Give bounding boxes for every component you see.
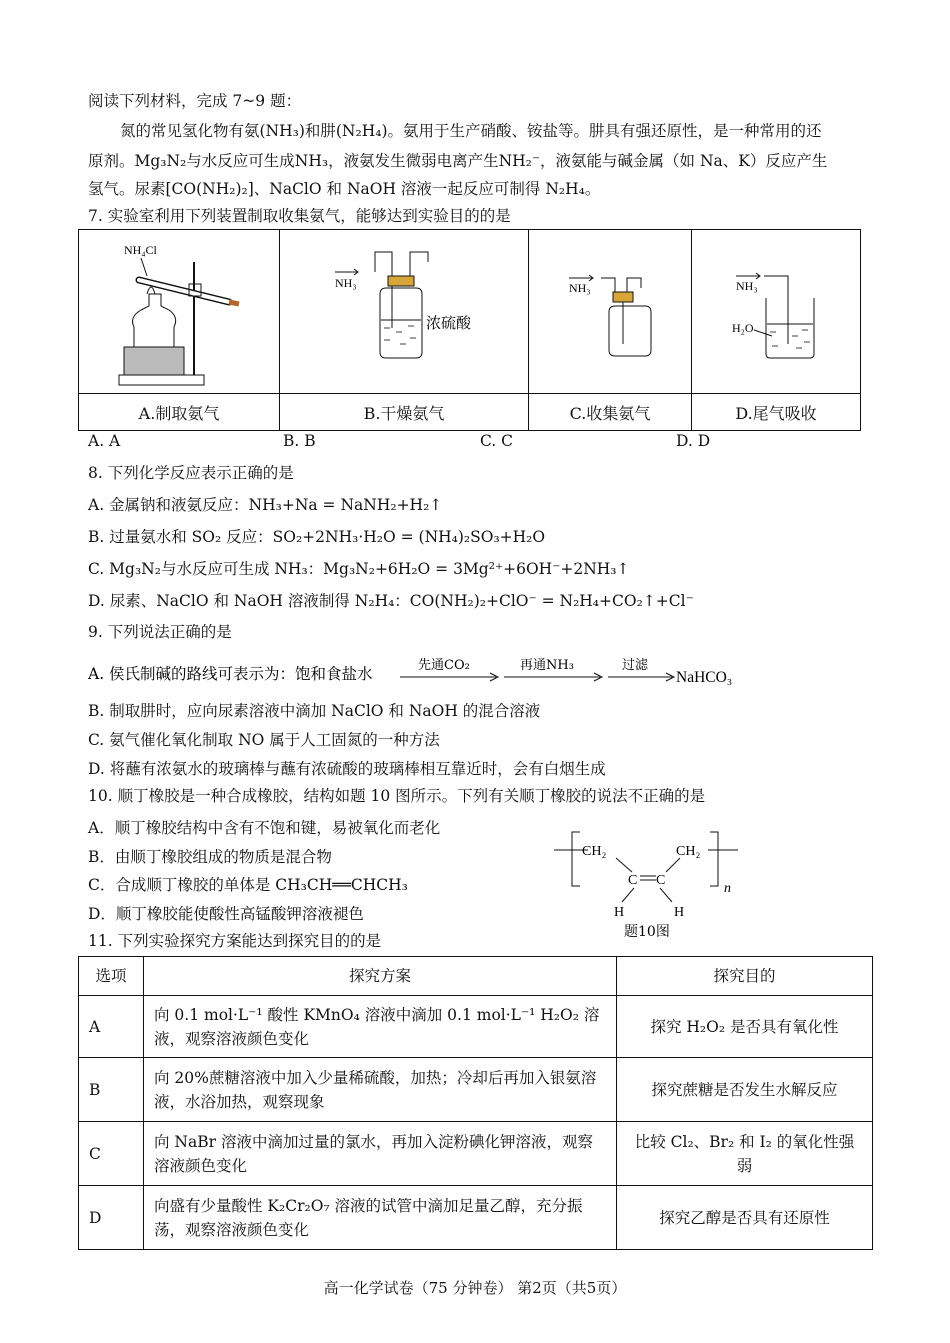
row-plan: 向 0.1 mol·L⁻¹ 酸性 KMnO₄ 溶液中滴加 0.1 mol·L⁻¹ H₂O₂ 溶液，观察溶液颜色变化 (144, 996, 617, 1058)
row-plan: 向盛有少量酸性 K₂Cr₂O₇ 溶液的试管中滴加足量乙醇，充分振荡，观察溶液颜色变化 (144, 1186, 617, 1250)
header-goal: 探究目的 (617, 957, 873, 996)
cis-polybutadiene-structure (552, 826, 752, 942)
carbon-left-label: C (628, 873, 638, 888)
material-line-3: 氢气。尿素[CO(NH₂)₂]、NaClO 和 NaOH 溶液一起反应可制得 N₂H₄。 (88, 180, 601, 198)
row-goal: 探究蔗糖是否发生水解反应 (617, 1058, 873, 1122)
row-option: A (79, 996, 144, 1058)
q8-option-c: C. Mg₃N₂与水反应可生成 NH₃：Mg₃N₂+6H₂O = 3Mg²⁺+6OH⁻+2NH₃↑ (88, 560, 630, 578)
q10-option-d: D．顺丁橡胶能使酸性高锰酸钾溶液褪色 (88, 905, 364, 923)
ch2-right-label: CH₂ (676, 844, 701, 859)
apparatus-a-cell (79, 230, 280, 394)
hydrogen-right-label: H (674, 905, 685, 920)
q9-option-d: D. 将蘸有浓氨水的玻璃棒与蘸有浓硫酸的玻璃棒相互靠近时，会有白烟生成 (88, 760, 606, 778)
caption-b: B.干燥氨气 (280, 394, 529, 431)
h2o-label: H₂O (732, 320, 754, 335)
gas-collecting-bottle-figure (529, 232, 691, 392)
apparatus-c-cell (529, 230, 692, 394)
nh4cl-label: NH₄Cl (124, 242, 157, 257)
q7-stem: 7. 实验室利用下列装置制取收集氨气，能够达到实验目的的是 (88, 207, 511, 225)
q7-option-a: A. A (88, 432, 121, 450)
q9-option-b: B. 制取肼时，应向尿素溶液中滴加 NaClO 和 NaOH 的混合溶液 (88, 702, 541, 720)
ch2-left-label: CH₂ (582, 844, 607, 859)
route-product: NaHCO₃ (676, 669, 733, 686)
q11-stem: 11. 下列实验探究方案能达到探究目的的是 (88, 932, 382, 950)
nh3-label-b: NH₃ (335, 275, 357, 290)
q8-option-b: B. 过量氨水和 SO₂ 反应：SO₂+2NH₃·H₂O = (NH₄)₂SO₃+H₂O (88, 528, 546, 546)
header-option: 选项 (79, 957, 144, 996)
q9-stem: 9. 下列说法正确的是 (88, 623, 232, 641)
row-goal: 探究 H₂O₂ 是否具有氧化性 (617, 996, 873, 1058)
route-prefix: A. 侯氏制碱的路线可表示为：饱和食盐水 (88, 665, 373, 683)
q10-option-a: A．顺丁橡胶结构中含有不饱和键，易被氧化而老化 (88, 819, 441, 837)
nh3-label-c: NH₃ (569, 280, 591, 295)
nh3-label-d: NH₃ (736, 278, 758, 293)
caption-c: C.收集氨气 (529, 394, 692, 431)
caption-a: A.制取氨气 (79, 394, 280, 431)
polybutadiene-structure-figure (552, 826, 752, 942)
table-row (79, 1186, 873, 1250)
route-step-2: 再通NH₃ (520, 658, 574, 673)
row-option: B (79, 1058, 144, 1122)
reading-intro: 阅读下列材料，完成 7~9 题： (88, 92, 302, 110)
row-plan: 向 20%蔗糖溶液中加入少量稀硫酸，加热；冷却后再加入银氨溶液，水浴加热，观察现象 (144, 1058, 617, 1122)
repeat-n-label: n (724, 881, 731, 896)
q8-option-a: A. 金属钠和液氨反应：NH₃+Na = NaNH₂+H₂↑ (88, 496, 443, 514)
q10-option-c: C．合成顺丁橡胶的单体是 CH₃CH══CHCH₃ (88, 876, 408, 894)
route-step-3: 过滤 (622, 658, 649, 673)
row-option: D (79, 1186, 144, 1250)
caption-d: D.尾气吸收 (692, 394, 861, 431)
apparatus-d-cell (692, 230, 861, 394)
table-row (79, 1058, 873, 1122)
heating-apparatus-figure (79, 232, 279, 392)
q11-table (78, 956, 873, 1250)
drying-bottle-figure (280, 232, 528, 392)
hou-process-route (88, 652, 788, 686)
q7-option-d: D. D (676, 432, 711, 450)
q9-option-a (88, 652, 788, 686)
q7-option-b: B. B (283, 432, 316, 450)
q8-stem: 8. 下列化学反应表示正确的是 (88, 464, 294, 482)
row-goal: 比较 Cl₂、Br₂ 和 I₂ 的氧化性强弱 (617, 1122, 873, 1186)
material-line-1: 氮的常见氢化物有氨(NH₃)和肼(N₂H₄)。氨用于生产硝酸、铵盐等。肼具有强还原性，是一种常用的还 (120, 122, 822, 140)
q10-option-b: B．由顺丁橡胶组成的物质是混合物 (88, 848, 332, 866)
conc-h2so4-label: 浓硫酸 (426, 313, 472, 332)
q7-apparatus-table (78, 229, 861, 431)
header-plan: 探究方案 (144, 957, 617, 996)
table-row (79, 1122, 873, 1186)
table-row (79, 996, 873, 1058)
row-option: C (79, 1122, 144, 1186)
row-goal: 探究乙醇是否具有还原性 (617, 1186, 873, 1250)
q7-option-c: C. C (480, 432, 514, 450)
route-step-1: 先通CO₂ (418, 658, 470, 673)
q10-stem: 10. 顺丁橡胶是一种合成橡胶，结构如题 10 图所示。下列有关顺丁橡胶的说法不正确的是 (88, 787, 706, 805)
fig10-caption: 题10图 (624, 924, 670, 940)
page-footer: 高一化学试卷（75 分钟卷） 第2页（共5页） (323, 1279, 627, 1297)
hydrogen-left-label: H (614, 905, 625, 920)
absorption-beaker-figure (692, 232, 860, 392)
material-line-2: 原剂。Mg₃N₂与水反应可生成NH₃，液氨发生微弱电离产生NH₂⁻，液氨能与碱金属（如 Na、K）反应产生 (88, 152, 828, 170)
q8-option-d: D. 尿素、NaClO 和 NaOH 溶液制得 N₂H₄：CO(NH₂)₂+ClO⁻ = N₂H₄+CO₂↑+Cl⁻ (88, 592, 694, 610)
apparatus-b-cell (280, 230, 529, 394)
q9-option-c: C. 氨气催化氧化制取 NO 属于人工固氮的一种方法 (88, 731, 440, 749)
row-plan: 向 NaBr 溶液中滴加过量的氯水，再加入淀粉碘化钾溶液，观察溶液颜色变化 (144, 1122, 617, 1186)
carbon-right-label: C (656, 873, 666, 888)
